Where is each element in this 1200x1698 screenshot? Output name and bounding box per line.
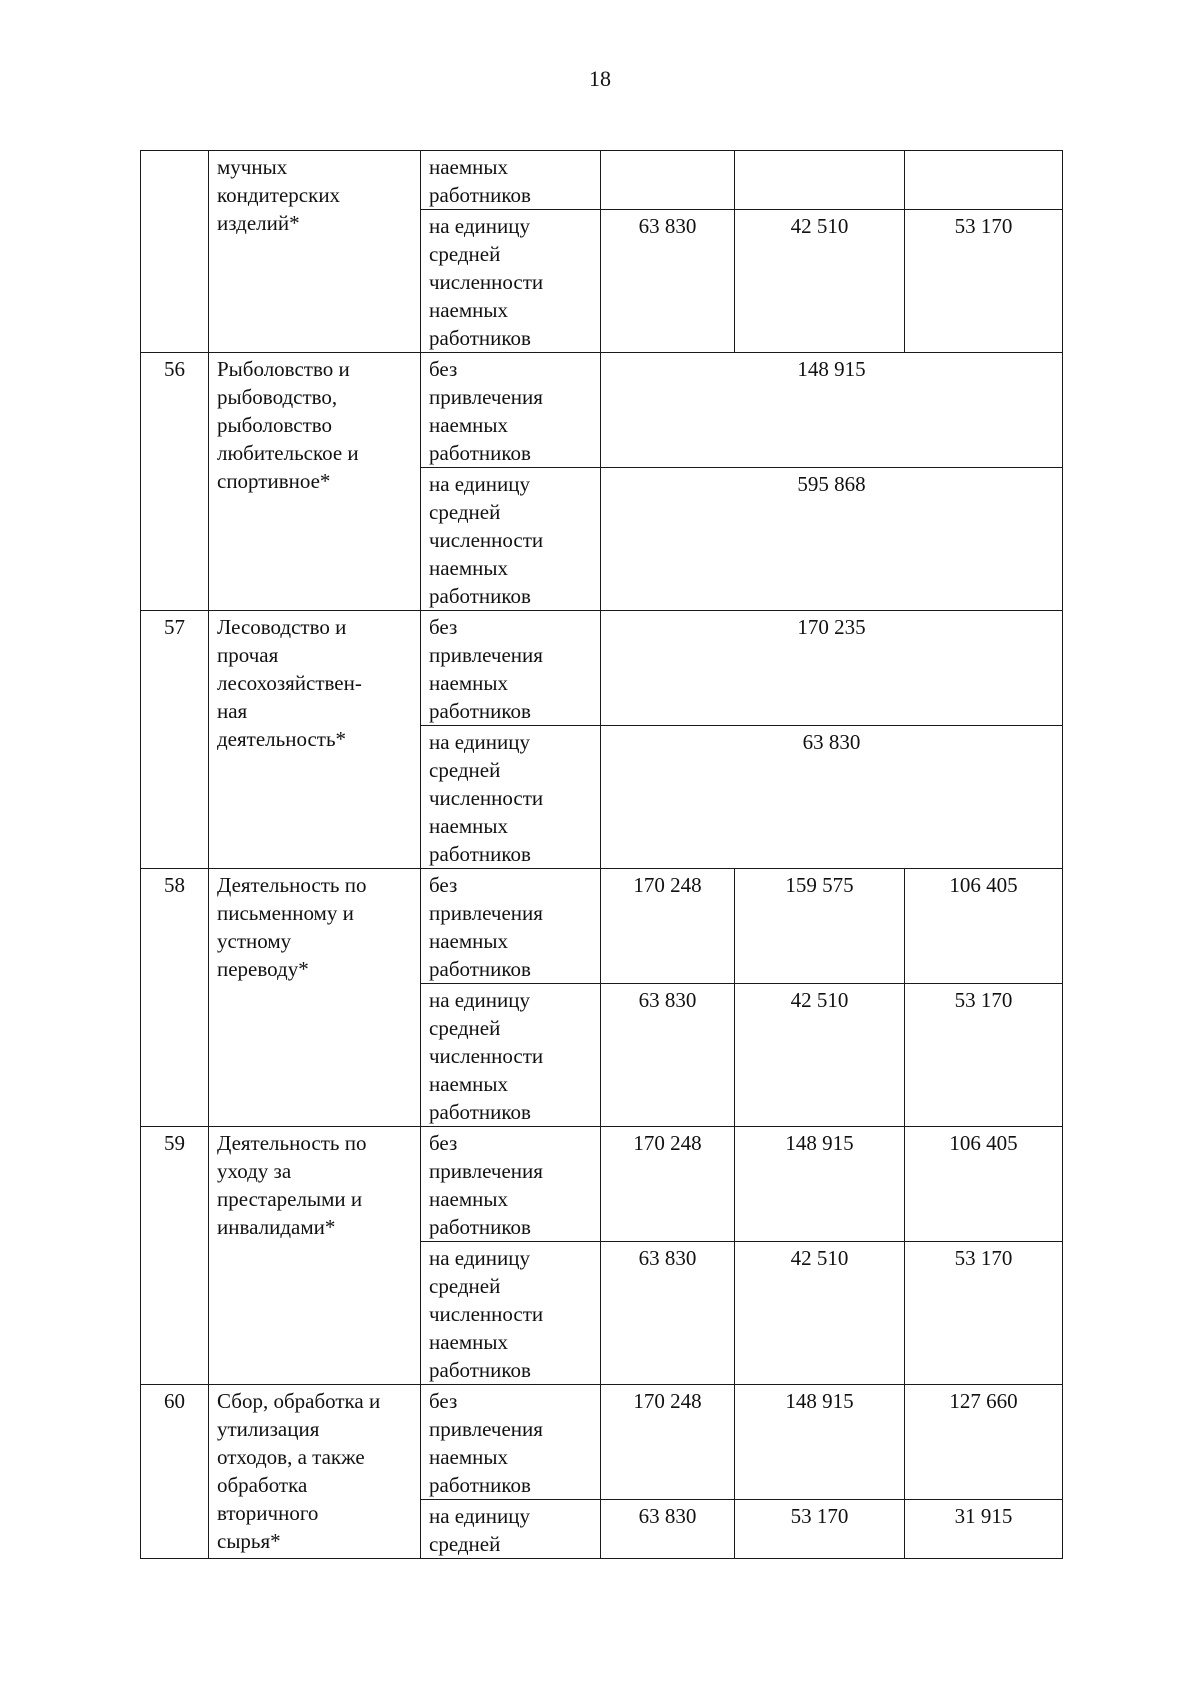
- income-value-merged: 63 830: [601, 726, 1063, 869]
- income-value-col-3: 127 660: [905, 1385, 1063, 1500]
- income-value-col-3: [905, 151, 1063, 210]
- calculation-basis-text: без привлечения наемных работников: [429, 615, 543, 723]
- activity-name: [209, 353, 421, 611]
- calculation-basis: [421, 726, 601, 869]
- calculation-basis-text: без привлечения наемных работников: [429, 873, 543, 981]
- income-value-col-3: 106 405: [905, 869, 1063, 984]
- row-number: 60: [141, 1385, 209, 1559]
- activity-name-text: Деятельность по письменному и устному переводу*: [217, 873, 367, 981]
- calculation-basis: [421, 984, 601, 1127]
- income-value-col-2: 148 915: [735, 1127, 905, 1242]
- table-row: [141, 1127, 1063, 1242]
- income-value-col-1: 63 830: [601, 210, 735, 353]
- activity-name: [209, 869, 421, 1127]
- income-value-merged: 148 915: [601, 353, 1063, 468]
- calculation-basis-text: без привлечения наемных работников: [429, 1131, 543, 1239]
- calculation-basis-text: на единицу средней численности наемных работников: [429, 988, 544, 1124]
- activity-name-text: Деятельность по уходу за престарелыми и инвалидами*: [217, 1131, 367, 1239]
- income-value-col-2: [735, 151, 905, 210]
- income-value-merged: 170 235: [601, 611, 1063, 726]
- income-value-col-1: 170 248: [601, 869, 735, 984]
- page-number: 18: [589, 66, 611, 91]
- table-row: [141, 353, 1063, 468]
- calculation-basis: [421, 611, 601, 726]
- calculation-basis: [421, 869, 601, 984]
- calculation-basis: [421, 1242, 601, 1385]
- row-number: 56: [141, 353, 209, 611]
- row-number: 57: [141, 611, 209, 869]
- activity-name: [209, 151, 421, 353]
- income-value-col-2: 148 915: [735, 1385, 905, 1500]
- calculation-basis-text: наемных работников: [429, 155, 531, 207]
- row-number: [141, 151, 209, 353]
- calculation-basis: [421, 1500, 601, 1559]
- activity-name-text: Рыболовство и рыбоводство, рыболовство любительское и спортивное*: [217, 357, 359, 493]
- income-value-col-2: 42 510: [735, 984, 905, 1127]
- tax-table: [140, 150, 1063, 1559]
- income-value-col-2: 42 510: [735, 1242, 905, 1385]
- income-value-col-1: 63 830: [601, 984, 735, 1127]
- calculation-basis-text: на единицу средней численности наемных работников: [429, 1246, 544, 1382]
- calculation-basis: [421, 210, 601, 353]
- income-value-col-3: 53 170: [905, 984, 1063, 1127]
- activity-name: [209, 1385, 421, 1559]
- income-value-col-1: [601, 151, 735, 210]
- calculation-basis-text: на единицу средней численности наемных работников: [429, 214, 544, 350]
- row-number: 58: [141, 869, 209, 1127]
- table-row: [141, 1385, 1063, 1500]
- calculation-basis-text: без привлечения наемных работников: [429, 1389, 543, 1497]
- income-value-col-2: 42 510: [735, 210, 905, 353]
- row-number: 59: [141, 1127, 209, 1385]
- income-value-col-3: 106 405: [905, 1127, 1063, 1242]
- income-value-col-2: 53 170: [735, 1500, 905, 1559]
- calculation-basis: [421, 1127, 601, 1242]
- calculation-basis-text: на единицу средней: [429, 1504, 530, 1556]
- income-value-col-2: 159 575: [735, 869, 905, 984]
- calculation-basis: [421, 151, 601, 210]
- activity-name: [209, 611, 421, 869]
- table-row: [141, 869, 1063, 984]
- income-value-merged: 595 868: [601, 468, 1063, 611]
- table-row: [141, 151, 1063, 210]
- calculation-basis-text: без привлечения наемных работников: [429, 357, 543, 465]
- activity-name-text: Сбор, обработка и утилизация отходов, а также обработка вторичного сырья*: [217, 1389, 381, 1553]
- table-row: [141, 611, 1063, 726]
- income-value-col-1: 63 830: [601, 1500, 735, 1559]
- calculation-basis: [421, 353, 601, 468]
- income-value-col-3: 53 170: [905, 210, 1063, 353]
- income-value-col-1: 63 830: [601, 1242, 735, 1385]
- activity-name: [209, 1127, 421, 1385]
- income-value-col-3: 53 170: [905, 1242, 1063, 1385]
- income-value-col-1: 170 248: [601, 1127, 735, 1242]
- calculation-basis-text: на единицу средней численности наемных работников: [429, 730, 544, 866]
- activity-name-text: Лесоводство и прочая лесохозяйствен- ная деятельность*: [217, 615, 362, 751]
- calculation-basis: [421, 1385, 601, 1500]
- income-value-col-1: 170 248: [601, 1385, 735, 1500]
- calculation-basis: [421, 468, 601, 611]
- income-value-col-3: 31 915: [905, 1500, 1063, 1559]
- calculation-basis-text: на единицу средней численности наемных работников: [429, 472, 544, 608]
- activity-name-text: мучных кондитерских изделий*: [217, 155, 341, 235]
